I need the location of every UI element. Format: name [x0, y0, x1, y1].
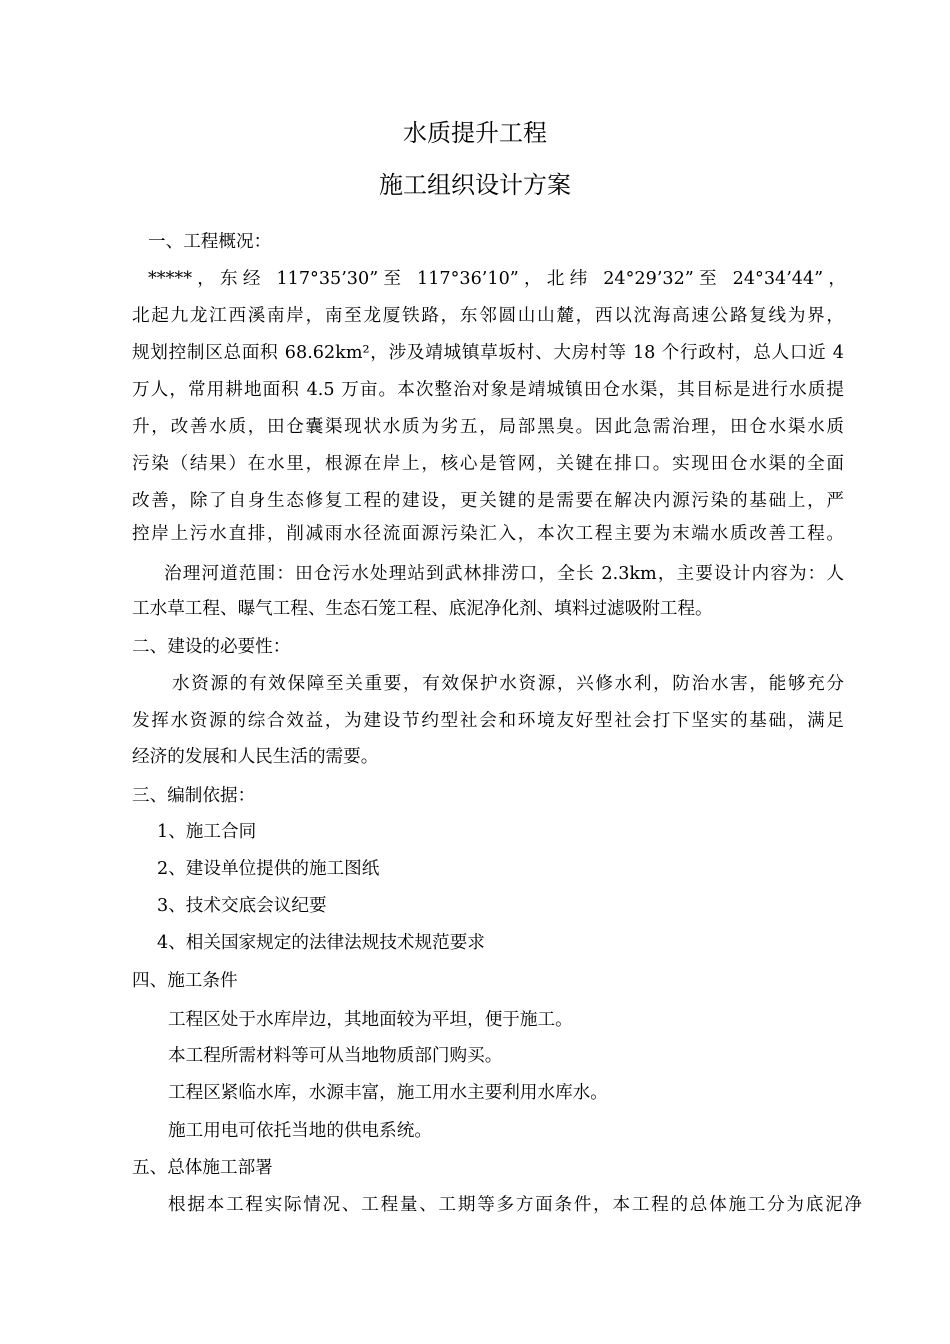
document-title: 水质提升工程	[403, 119, 547, 147]
paragraph-line: 控岸上污水直排，削减雨水径流面源污染汇入，本次工程主要为末端水质改善工程。	[132, 524, 844, 544]
list-item: 工程区处于水库岸边，其地面较为平坦，便于施工。	[168, 1010, 573, 1030]
paragraph-line: *****，东经 117°35’30”至 117°36’10”，北纬 24°29’32”至 24°34’44”，	[148, 269, 846, 289]
paragraph-line: 升，改善水质，田仓囊渠现状水质为劣五，局部黑臭。因此急需治理，田仓水渠水质	[132, 417, 844, 437]
paragraph-line: 治理河道范围：田仓污水处理站到武林排涝口，全长 2.3km，主要设计内容为：人	[164, 564, 844, 584]
list-item: 施工用电可依托当地的供电系统。	[168, 1121, 432, 1141]
section-heading-deployment: 五、总体施工部署	[132, 1158, 273, 1178]
paragraph-line: 万人，常用耕地面积 4.5 万亩。本次整治对象是靖城镇田仓水渠，其目标是进行水质提	[132, 380, 844, 400]
section-heading-basis: 三、编制依据：	[132, 786, 256, 806]
paragraph-line: 规划控制区总面积 68.62km²，涉及靖城镇草坂村、大房村等 18 个行政村，总人口近 4	[132, 343, 844, 363]
paragraph-line: 改善，除了自身生态修复工程的建设，更关键的是需要在解决内源污染的基础上，严	[132, 491, 844, 511]
paragraph-line: 污染（结果）在水里，根源在岸上，核心是管网，关键在排口。实现田仓水渠的全面	[132, 454, 844, 474]
paragraph-line: 经济的发展和人民生活的需要。	[132, 747, 379, 767]
list-item: 3、技术交底会议纪要	[157, 896, 327, 916]
paragraph-line: 水资源的有效保障至关重要，有效保护水资源，兴修水利，防治水害，能够充分	[172, 674, 844, 694]
paragraph-line: 发挥水资源的综合效益，为建设节约型社会和环境友好型社会打下坚实的基础，满足	[132, 711, 844, 731]
list-item: 工程区紧临水库，水源丰富，施工用水主要利用水库水。	[168, 1083, 608, 1103]
section-heading-necessity: 二、建设的必要性：	[132, 637, 291, 657]
list-item: 本工程所需材料等可从当地物质部门购买。	[168, 1046, 503, 1066]
section-heading-conditions: 四、施工条件	[132, 971, 238, 991]
paragraph-line: 工水草工程、曝气工程、生态石笼工程、底泥净化剂、填料过滤吸附工程。	[132, 599, 713, 619]
document-subtitle: 施工组织设计方案	[379, 171, 571, 199]
paragraph-line: 北起九龙江西溪南岸，南至龙厦铁路，东邻圆山山麓，西以沈海高速公路复线为界，	[132, 306, 844, 326]
paragraph-line: 根据本工程实际情况、工程量、工期等多方面条件，本工程的总体施工分为底泥净	[168, 1195, 862, 1215]
list-item: 4、相关国家规定的法律法规技术规范要求	[157, 933, 485, 953]
list-item: 2、建设单位提供的施工图纸	[157, 859, 380, 879]
list-item: 1、施工合同	[157, 822, 257, 842]
section-heading-overview: 一、工程概况：	[148, 232, 272, 252]
